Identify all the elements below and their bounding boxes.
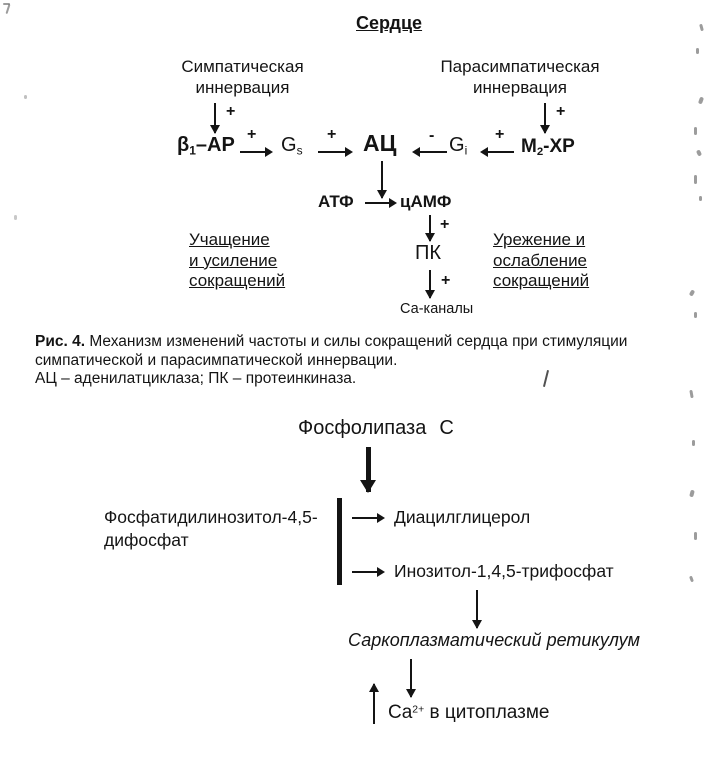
sarcoplasmic-reticulum-label: Саркоплазматический ретикулум <box>348 630 640 650</box>
scan-artifact <box>694 312 697 318</box>
ca-superscript: 2+ <box>412 704 425 716</box>
left-effect-line2: и усиление <box>189 250 278 270</box>
plus-sign: + <box>495 126 505 143</box>
figure-caption <box>35 333 715 389</box>
arrow-down-icon <box>476 590 478 628</box>
protein-kinase-label: ПК <box>415 242 442 264</box>
diacylglycerol-label: Диацилглицерол <box>394 507 531 527</box>
arrow-down-icon <box>381 161 383 198</box>
caption-line2: симпатической и парасимпатической иннервации. <box>35 351 398 369</box>
scan-artifact <box>689 289 695 296</box>
scan-artifact <box>698 97 704 105</box>
scan-artifact <box>692 440 695 446</box>
arrow-up-icon <box>373 684 375 724</box>
right-effect-line1: Урежение и <box>493 230 586 249</box>
plus-sign: + <box>556 103 566 120</box>
scan-artifact <box>6 4 11 14</box>
diagram-title-heart: Сердце <box>356 13 423 33</box>
m2-subscript: 2 <box>536 146 544 159</box>
m2-cholinoreceptor-label <box>521 136 575 158</box>
m-symbol: М <box>521 136 537 157</box>
arrow-down-icon <box>410 659 412 697</box>
substrate-label <box>104 506 318 552</box>
right-effect-line3: сокращений <box>493 271 590 290</box>
scan-artifact <box>694 532 697 540</box>
plus-sign: + <box>327 126 337 143</box>
phospholipase-c-label <box>298 417 454 440</box>
phospholipase-text: Фосфолипаза <box>298 417 427 439</box>
arrow-right-icon <box>352 517 378 519</box>
scan-artifact <box>696 149 702 156</box>
ca-channels-label: Са-каналы <box>400 301 474 317</box>
scan-artifact <box>14 215 17 220</box>
arrow-down-icon <box>429 270 431 298</box>
scan-artifact <box>689 390 693 398</box>
scan-artifact <box>699 196 702 201</box>
right-effect-line2: ослабление <box>493 250 588 270</box>
atp-label: АТФ <box>318 192 354 211</box>
left-effect-line1: Учащение <box>189 230 270 249</box>
arrow-left-icon <box>487 151 514 153</box>
beta-symbol: β <box>177 134 190 156</box>
plus-sign: + <box>440 216 450 233</box>
parasympathetic-line2: иннервация <box>473 78 567 97</box>
plus-sign: + <box>226 103 236 120</box>
substrate-line1: Фосфатидилинозитол-4,5- <box>104 507 318 527</box>
cytoplasm-text: в цитоплазме <box>429 702 550 723</box>
arrow-right-icon <box>240 151 266 153</box>
phospholipase-letter: С <box>439 417 454 439</box>
sympathetic-line2: иннервация <box>195 78 290 97</box>
g-symbol: G <box>281 134 297 156</box>
gi-protein-label <box>449 134 467 157</box>
arrow-right-icon <box>352 571 378 573</box>
parasympathetic-innervation-label <box>420 56 620 98</box>
beta1-adrenoreceptor-label <box>177 134 235 157</box>
g-symbol: G <box>449 134 465 156</box>
ca-symbol: Ca <box>388 702 413 723</box>
arrow-right-icon <box>365 202 390 204</box>
ip3-label: Инозитол-1,4,5-трифосфат <box>394 561 614 581</box>
split-bar <box>337 498 342 585</box>
beta-subscript: 1 <box>189 143 196 158</box>
caption-line1 <box>35 333 715 352</box>
camp-label: цАМФ <box>400 192 452 211</box>
gs-protein-label <box>281 134 303 157</box>
arrow-down-icon <box>214 103 216 133</box>
right-effect-label <box>493 230 589 292</box>
scan-artifact <box>694 127 697 135</box>
scan-artifact <box>694 175 697 184</box>
arrow-down-thick-icon <box>366 447 371 492</box>
caption-figure-number: Рис. 4. <box>35 333 86 350</box>
scan-artifact <box>24 95 27 99</box>
caption-line3: АЦ – аденилатциклаза; ПК – протеинкиназа. <box>35 370 357 387</box>
calcium-cytoplasm-label <box>388 702 549 724</box>
sympathetic-line1: Симпатическая <box>181 57 304 76</box>
parasympathetic-line1: Парасимпатическая <box>440 57 600 76</box>
scan-artifact <box>699 24 704 32</box>
gs-subscript: s <box>296 143 303 158</box>
arrow-left-icon <box>419 151 447 153</box>
arrow-down-icon <box>429 215 431 241</box>
xr-text: -ХР <box>543 136 575 157</box>
scan-artifact <box>696 48 699 54</box>
ar-text: –АР <box>195 134 235 156</box>
minus-sign: - <box>429 127 435 144</box>
plus-sign: + <box>247 126 257 143</box>
caption-line1-text: Механизм изменений частоты и силы сокращений сердца при стимуляции <box>89 333 628 350</box>
gi-subscript: i <box>464 143 468 158</box>
substrate-line2: дифосфат <box>104 530 189 550</box>
sympathetic-innervation-label <box>160 56 325 98</box>
plus-sign: + <box>441 272 451 289</box>
arrow-down-icon <box>544 103 546 133</box>
left-effect-label <box>189 230 285 292</box>
arrow-right-icon <box>318 151 346 153</box>
scan-artifact <box>689 490 695 498</box>
scan-artifact <box>689 576 694 583</box>
adenylate-cyclase-label: АЦ <box>363 130 397 156</box>
left-effect-line3: сокращений <box>189 271 286 290</box>
